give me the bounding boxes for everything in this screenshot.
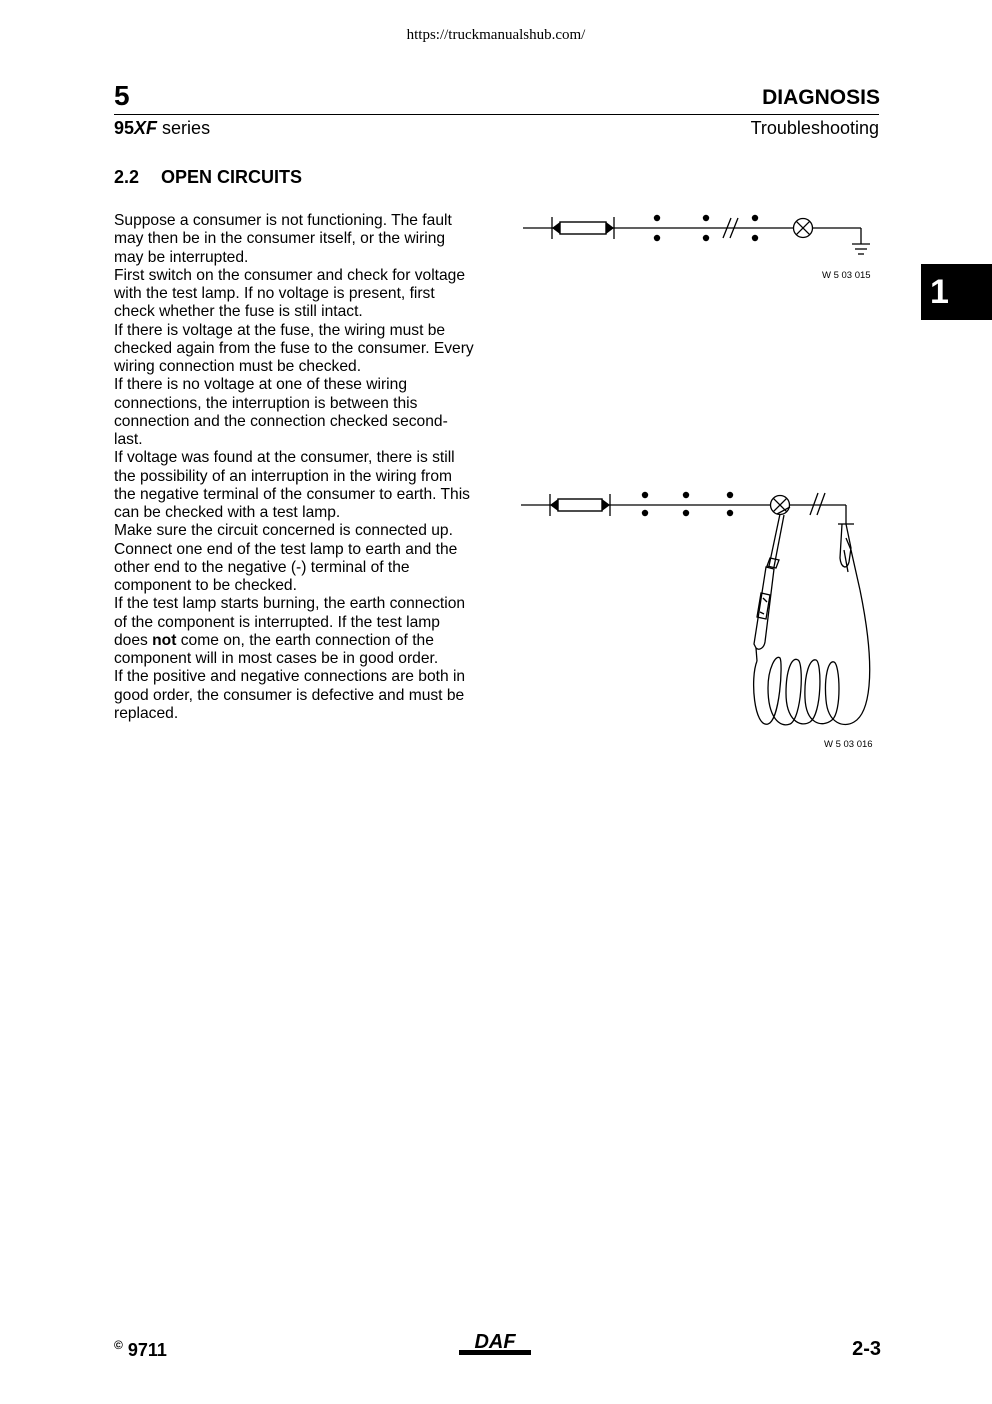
figure-code-1: W 5 03 015 bbox=[822, 270, 871, 281]
page-number: 2-3 bbox=[852, 1338, 881, 1360]
section-heading bbox=[114, 167, 302, 188]
paragraph: Connect one end of the test lamp to earth and the other end to the negative (-) terminal of the component to be checked. bbox=[114, 540, 458, 594]
chapter-number: 5 bbox=[114, 80, 130, 111]
section-heading-title: OPEN CIRCUITS bbox=[161, 167, 303, 187]
footer-copyright bbox=[114, 1338, 167, 1361]
daf-logo bbox=[459, 1331, 531, 1357]
series-model-italic: XF bbox=[134, 118, 158, 138]
series-label bbox=[114, 118, 210, 139]
paragraph: Suppose a consumer is not functioning. The fault may then be in the consumer itself, or the wiring may be interrupted. bbox=[114, 212, 452, 266]
paragraph: If there is voltage at the fuse, the wiring must be checked again from the fuse to the consumer. Every wiring connection must be checked. bbox=[114, 321, 474, 375]
copyright-code: 9711 bbox=[127, 1340, 167, 1360]
copyright-symbol: © bbox=[114, 1338, 123, 1352]
body-text bbox=[114, 212, 476, 723]
paragraph: First switch on the consumer and check for voltage with the test lamp. If no voltage is present, first check whether the fuse is still intact. bbox=[114, 266, 466, 321]
source-url: https://truckmanualshub.com/ bbox=[406, 27, 586, 43]
paragraph: If there is no voltage at one of these wiring connections, the interruption is between this connection and the connection checked second-last. bbox=[114, 376, 448, 448]
paragraph: If the positive and negative connections are both in good order, the consumer is defective and must be replaced. bbox=[114, 668, 466, 722]
header-rule bbox=[114, 114, 879, 115]
series-model: 95 bbox=[114, 118, 135, 138]
section-title: DIAGNOSIS bbox=[762, 86, 880, 109]
circuit-diagram-test-lamp bbox=[518, 488, 883, 733]
series-suffix: series bbox=[157, 118, 211, 138]
figure-code-2: W 5 03 016 bbox=[824, 739, 873, 750]
section-number: 2.2 bbox=[114, 167, 140, 187]
emphasis-not: not bbox=[152, 631, 177, 649]
circuit-diagram-1 bbox=[520, 206, 880, 266]
paragraph: If voltage was found at the consumer, there is still the possibility of an interruption in the wiring from the negative terminal of the consumer to earth. This can be checked with a test lamp. bbox=[114, 449, 470, 521]
subsection-title: Troubleshooting bbox=[750, 118, 879, 138]
logo-text: DAF bbox=[474, 1331, 516, 1353]
chapter-tab: 1 bbox=[921, 264, 992, 320]
paragraph-test-lamp: If the test lamp starts burning, the earth connection of the component is interrupted. If the test lamp does not come on, the earth connection of the component will in most cases be in good order. bbox=[114, 595, 466, 667]
paragraph: Make sure the circuit concerned is connected up. bbox=[114, 522, 453, 540]
